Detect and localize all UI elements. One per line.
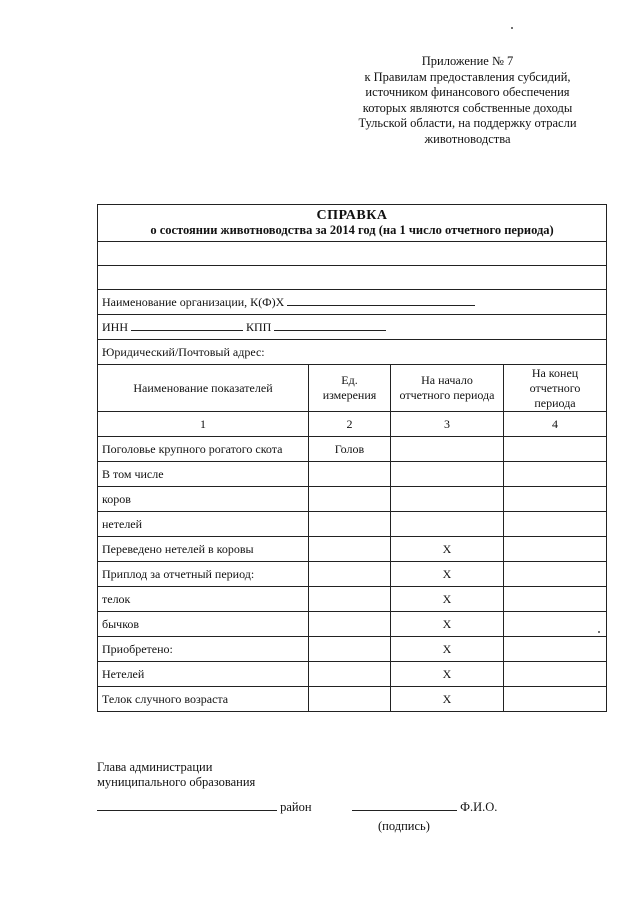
- table-cell[interactable]: [309, 637, 391, 662]
- column-number: 2: [309, 412, 391, 437]
- signature-caption: (подпись): [378, 819, 430, 833]
- table-cell[interactable]: [309, 662, 391, 687]
- table-cell[interactable]: [504, 587, 607, 612]
- org-name-blank[interactable]: [287, 294, 475, 306]
- table-cell[interactable]: [391, 437, 504, 462]
- column-number: 1: [98, 412, 309, 437]
- annex-line: источником финансового обеспечения: [365, 85, 570, 99]
- table-cell[interactable]: [504, 537, 607, 562]
- column-number: 3: [391, 412, 504, 437]
- table-row: [98, 662, 607, 687]
- table-cell[interactable]: [391, 512, 504, 537]
- column-header: Наименование показателей: [98, 365, 309, 412]
- column-header: На конец отчетного периода: [504, 365, 607, 412]
- table-cell[interactable]: [504, 512, 607, 537]
- annex-line: к Правилам предоставления субсидий,: [364, 69, 571, 84]
- table-cell[interactable]: Голов: [309, 437, 391, 462]
- table-row: [98, 612, 607, 637]
- table-cell[interactable]: [504, 637, 607, 662]
- report-form-table: [97, 204, 607, 712]
- table-row: [98, 487, 607, 512]
- annex-line: Приложение № 7: [421, 54, 514, 68]
- address-label: Юридический/Почтовый адрес:: [102, 344, 265, 359]
- footer-signatory: [97, 760, 255, 790]
- form-title: СПРАВКА: [316, 208, 388, 223]
- indicator-name-cell: В том числе: [98, 462, 309, 487]
- kpp-label: КПП: [246, 320, 272, 334]
- table-cell[interactable]: X: [391, 537, 504, 562]
- form-subtitle: о состоянии животноводства за 2014 год (на 1 число отчетного периода): [150, 223, 554, 237]
- table-row: [98, 512, 607, 537]
- table-cell[interactable]: [504, 437, 607, 462]
- indicator-name-cell: телок: [98, 587, 309, 612]
- footer-title-line2: муниципального образования: [97, 775, 256, 789]
- column-header: Ед. измерения: [309, 365, 391, 412]
- org-name-label: Наименование организации, К(Ф)Х: [102, 295, 285, 309]
- table-cell[interactable]: [504, 612, 607, 637]
- inn-kpp-field[interactable]: [98, 315, 607, 340]
- signature-blank[interactable]: [352, 799, 457, 811]
- table-row: [98, 537, 607, 562]
- table-row: [98, 637, 607, 662]
- table-cell[interactable]: [309, 587, 391, 612]
- indicator-name-cell: Телок случного возраста: [98, 687, 309, 712]
- table-cell[interactable]: [391, 487, 504, 512]
- table-cell[interactable]: [309, 512, 391, 537]
- blank-row[interactable]: [98, 242, 607, 266]
- table-cell[interactable]: [504, 662, 607, 687]
- indicator-name-cell: коров: [98, 487, 309, 512]
- indicator-name-cell: Приобретено:: [98, 637, 309, 662]
- annex-heading: [345, 54, 590, 147]
- table-cell[interactable]: [309, 487, 391, 512]
- table-cell[interactable]: X: [391, 612, 504, 637]
- annex-line: которых являются собственные доходы: [362, 100, 573, 115]
- table-cell[interactable]: [309, 562, 391, 587]
- table-cell[interactable]: [504, 487, 607, 512]
- indicator-name-cell: бычков: [98, 612, 309, 637]
- table-cell[interactable]: [309, 462, 391, 487]
- district-blank[interactable]: [97, 799, 277, 811]
- district-line: [97, 799, 312, 815]
- table-cell[interactable]: X: [391, 687, 504, 712]
- annex-line: Тульской области, на поддержку отрасли: [358, 116, 577, 130]
- fio-line: [352, 799, 497, 815]
- org-name-field[interactable]: [98, 290, 607, 315]
- address-field[interactable]: [98, 340, 607, 365]
- table-row: [98, 437, 607, 462]
- table-row: [98, 687, 607, 712]
- column-number: 4: [504, 412, 607, 437]
- indicator-name-cell: Переведено нетелей в коровы: [98, 537, 309, 562]
- table-cell[interactable]: [309, 687, 391, 712]
- table-row: [98, 562, 607, 587]
- table-cell[interactable]: [391, 462, 504, 487]
- indicator-name-cell: Приплод за отчетный период:: [98, 562, 309, 587]
- table-cell[interactable]: [504, 562, 607, 587]
- table-cell[interactable]: [504, 687, 607, 712]
- table-cell[interactable]: X: [391, 662, 504, 687]
- form-header: [98, 205, 607, 242]
- table-cell[interactable]: X: [391, 587, 504, 612]
- indicator-name-cell: Нетелей: [98, 662, 309, 687]
- inn-label: ИНН: [102, 320, 128, 334]
- blank-row[interactable]: [98, 266, 607, 290]
- column-header: На начало отчетного периода: [391, 365, 504, 412]
- indicator-name-cell: Поголовье крупного рогатого скота: [98, 437, 309, 462]
- table-cell[interactable]: [309, 612, 391, 637]
- fio-label: Ф.И.О.: [460, 800, 498, 814]
- district-label: район: [280, 800, 312, 814]
- indicator-name-cell: нетелей: [98, 512, 309, 537]
- table-cell[interactable]: X: [391, 562, 504, 587]
- footer-title-line1: Глава администрации: [97, 760, 213, 774]
- table-cell[interactable]: [309, 537, 391, 562]
- kpp-blank[interactable]: [274, 319, 386, 331]
- inn-blank[interactable]: [131, 319, 243, 331]
- annex-line: животноводства: [424, 131, 511, 146]
- table-cell[interactable]: X: [391, 637, 504, 662]
- table-row: [98, 462, 607, 487]
- table-row: [98, 587, 607, 612]
- table-cell[interactable]: [504, 462, 607, 487]
- scan-speck: [511, 27, 513, 29]
